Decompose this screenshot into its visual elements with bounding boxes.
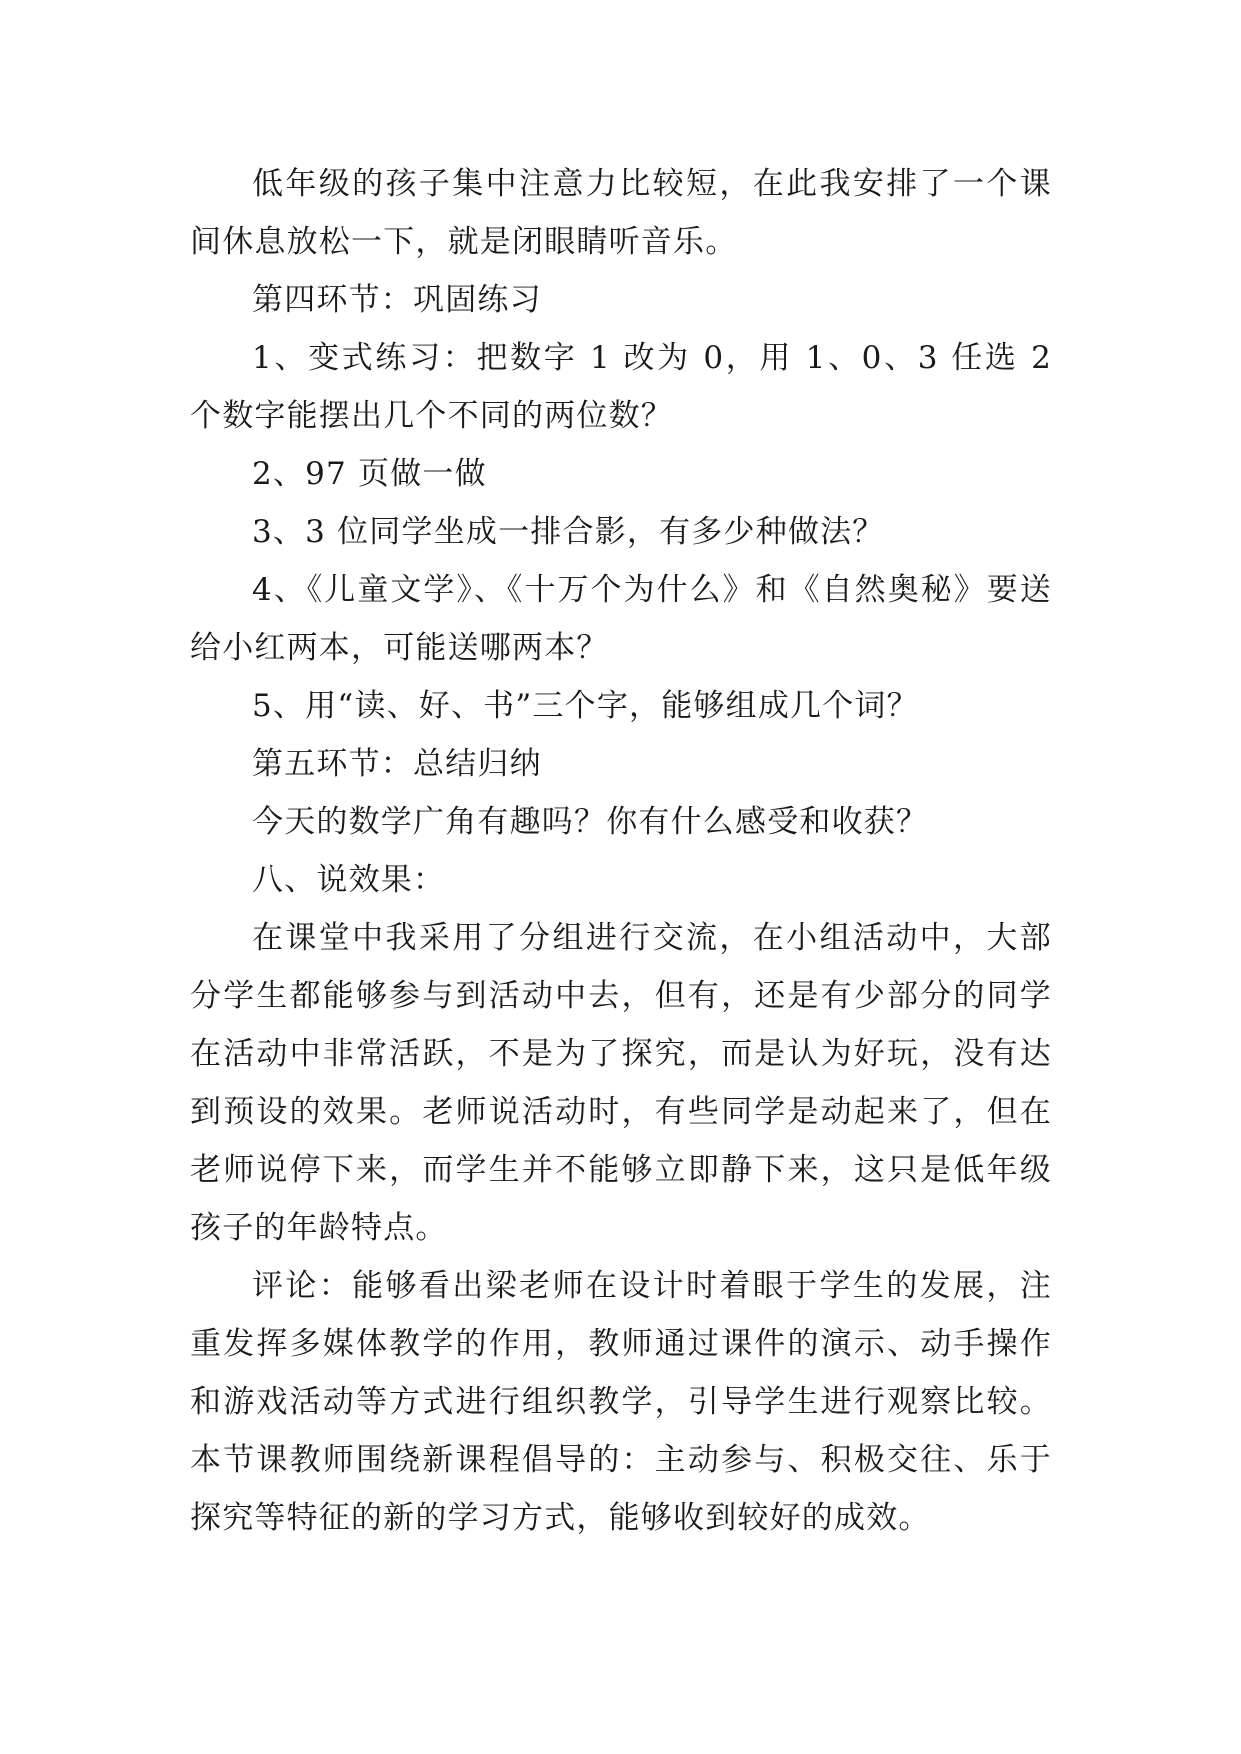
exercise-item-3: 3、3 位同学坐成一排合影，有多少种做法？	[252, 514, 885, 550]
paragraph-effect: 在课堂中我采用了分组进行交流，在小组活动中，大部分学生都能够参与到活动中去，但有，还是有少部分的同学在活动中非常活跃，不是为了探究，而是认为好玩，没有达到预设的效果。老师说活动时，有些同学是动起来了，但在老师说停下来，而学生并不能够立即静下来，这只是低年级孩子的年龄特点。	[190, 920, 1052, 1246]
paragraph-comment: 评论：能够看出梁老师在设计时着眼于学生的发展，注重发挥多媒体教学的作用，教师通过课件的演示、动手操作和游戏活动等方式进行组织教学，引导学生进行观察比较。本节课教师围绕新课程倡导的：主动参与、积极交往、乐于探究等特征的新的学习方式，能够收到较好的成效。	[190, 1268, 1052, 1536]
document-body	[190, 155, 1052, 1547]
section-heading-effect: 八、说效果：	[252, 862, 446, 898]
section-heading-practice: 第四环节：巩固练习	[252, 282, 542, 318]
exercise-item-2: 2、97 页做一做	[252, 456, 487, 492]
paragraph-summary-question: 今天的数学广角有趣吗？你有什么感受和收获？	[252, 804, 929, 840]
exercise-item-1: 1、变式练习：把数字 1 改为 0，用 1、0、3 任选 2 个数字能摆出几个不同的两位数？	[190, 340, 1052, 434]
section-heading-summary: 第五环节：总结归纳	[252, 746, 542, 782]
exercise-item-4: 4、《儿童文学》、《十万个为什么》和《自然奥秘》要送给小红两本，可能送哪两本？	[190, 572, 1052, 666]
exercise-item-5: 5、用“读、好、书”三个字，能够组成几个词？	[252, 688, 919, 724]
paragraph-rest-break: 低年级的孩子集中注意力比较短，在此我安排了一个课间休息放松一下，就是闭眼睛听音乐。	[190, 166, 1052, 260]
